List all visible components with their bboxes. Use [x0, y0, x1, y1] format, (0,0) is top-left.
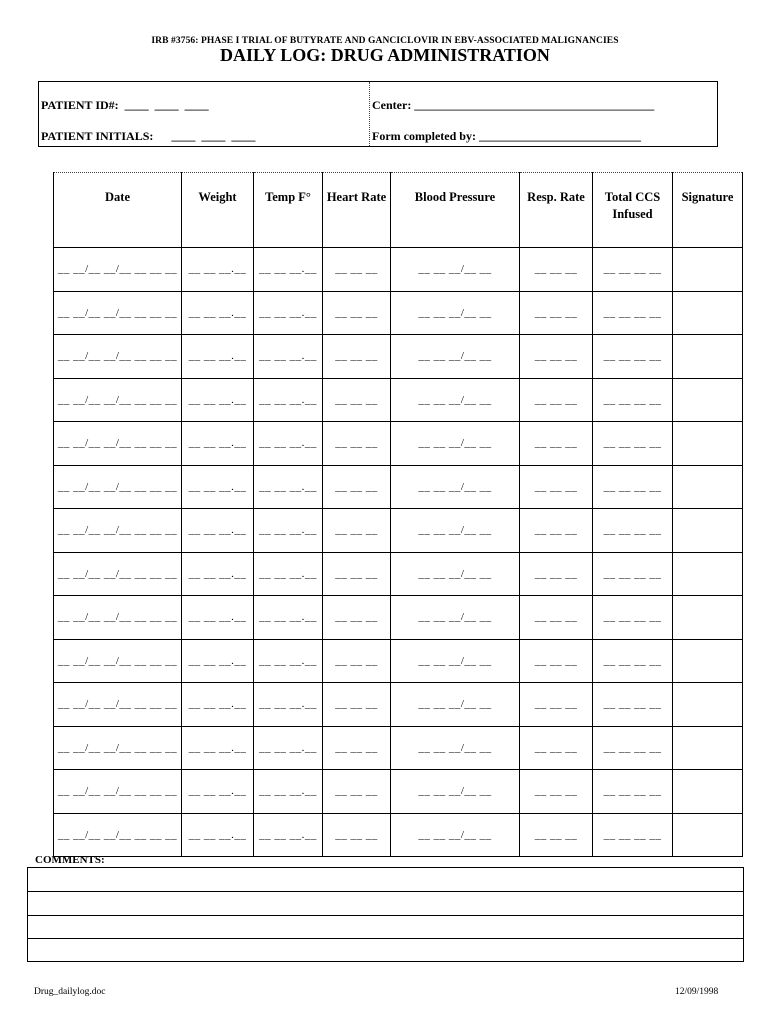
signature-cell[interactable] [673, 465, 743, 509]
signature-cell[interactable] [673, 509, 743, 553]
heart-rate-cell[interactable]: __ __ __ [323, 248, 391, 292]
heart-rate-cell[interactable]: __ __ __ [323, 378, 391, 422]
column-header-weight: Weight [182, 173, 254, 248]
total-ccs-cell[interactable]: __ __ __ __ [593, 596, 673, 640]
weight-cell[interactable]: __ __ __.__ [182, 726, 254, 770]
weight-cell[interactable]: __ __ __.__ [182, 248, 254, 292]
resp-rate-cell[interactable]: __ __ __ [520, 596, 593, 640]
table-row [54, 813, 743, 857]
column-header-temp: Temp F° [254, 173, 323, 248]
resp-rate-cell[interactable]: __ __ __ [520, 422, 593, 466]
temp-cell[interactable]: __ __ __.__ [254, 770, 323, 814]
blood-pressure-cell[interactable]: __ __ __/__ __ [391, 291, 520, 335]
heart-rate-cell[interactable]: __ __ __ [323, 509, 391, 553]
blood-pressure-cell[interactable]: __ __ __/__ __ [391, 813, 520, 857]
signature-cell[interactable] [673, 422, 743, 466]
total-ccs-cell[interactable]: __ __ __ __ [593, 639, 673, 683]
total-ccs-cell[interactable]: __ __ __ __ [593, 335, 673, 379]
patient-info-box [38, 81, 718, 147]
blood-pressure-cell[interactable]: __ __ __/__ __ [391, 335, 520, 379]
center-field[interactable]: Center: ________________________________________ [372, 98, 655, 112]
weight-cell[interactable]: __ __ __.__ [182, 813, 254, 857]
weight-cell[interactable]: __ __ __.__ [182, 552, 254, 596]
heart-rate-cell[interactable]: __ __ __ [323, 552, 391, 596]
blood-pressure-cell[interactable]: __ __ __/__ __ [391, 596, 520, 640]
temp-cell[interactable]: __ __ __.__ [254, 726, 323, 770]
comments-label: COMMENTS: [35, 854, 105, 866]
signature-cell[interactable] [673, 248, 743, 292]
blood-pressure-cell[interactable]: __ __ __/__ __ [391, 770, 520, 814]
weight-cell[interactable]: __ __ __.__ [182, 639, 254, 683]
heart-rate-cell[interactable]: __ __ __ [323, 422, 391, 466]
blood-pressure-cell[interactable]: __ __ __/__ __ [391, 378, 520, 422]
temp-cell[interactable]: __ __ __.__ [254, 596, 323, 640]
total-ccs-cell[interactable]: __ __ __ __ [593, 509, 673, 553]
table-row [54, 596, 743, 640]
resp-rate-cell[interactable]: __ __ __ [520, 552, 593, 596]
date-cell[interactable]: __ __/__ __/__ __ __ __ [54, 291, 182, 335]
total-ccs-cell[interactable]: __ __ __ __ [593, 683, 673, 727]
info-divider [369, 82, 370, 146]
weight-cell[interactable]: __ __ __.__ [182, 422, 254, 466]
column-header-total-ccs-infused: Total CCS Infused [593, 173, 673, 248]
signature-cell[interactable] [673, 813, 743, 857]
date-cell[interactable]: __ __/__ __/__ __ __ __ [54, 552, 182, 596]
heart-rate-cell[interactable]: __ __ __ [323, 726, 391, 770]
table-row [54, 335, 743, 379]
table-row [54, 770, 743, 814]
date-cell[interactable]: __ __/__ __/__ __ __ __ [54, 422, 182, 466]
blood-pressure-cell[interactable]: __ __ __/__ __ [391, 248, 520, 292]
resp-rate-cell[interactable]: __ __ __ [520, 465, 593, 509]
total-ccs-cell[interactable]: __ __ __ __ [593, 248, 673, 292]
table-row [54, 422, 743, 466]
comment-line [28, 915, 743, 916]
temp-cell[interactable]: __ __ __.__ [254, 639, 323, 683]
blood-pressure-cell[interactable]: __ __ __/__ __ [391, 465, 520, 509]
form-subtitle: IRB #3756: PHASE I TRIAL OF BUTYRATE AND GANCICLOVIR IN EBV-ASSOCIATED MALIGNANCIES [151, 36, 619, 46]
date-cell[interactable]: __ __/__ __/__ __ __ __ [54, 770, 182, 814]
resp-rate-cell[interactable]: __ __ __ [520, 378, 593, 422]
date-cell[interactable]: __ __/__ __/__ __ __ __ [54, 465, 182, 509]
temp-cell[interactable]: __ __ __.__ [254, 378, 323, 422]
temp-cell[interactable]: __ __ __.__ [254, 248, 323, 292]
resp-rate-cell[interactable]: __ __ __ [520, 248, 593, 292]
signature-cell[interactable] [673, 639, 743, 683]
table-row [54, 465, 743, 509]
signature-cell[interactable] [673, 726, 743, 770]
table-header-row [54, 173, 743, 248]
signature-cell[interactable] [673, 770, 743, 814]
weight-cell[interactable]: __ __ __.__ [182, 335, 254, 379]
heart-rate-cell[interactable]: __ __ __ [323, 770, 391, 814]
table-row [54, 683, 743, 727]
footer-date: 12/09/1998 [675, 987, 719, 997]
column-header-heart-rate: Heart Rate [323, 173, 391, 248]
signature-cell[interactable] [673, 596, 743, 640]
heart-rate-cell[interactable]: __ __ __ [323, 291, 391, 335]
form-completed-by-field[interactable]: Form completed by: ___________________________ [372, 129, 641, 143]
comments-box[interactable] [27, 867, 744, 962]
weight-cell[interactable]: __ __ __.__ [182, 465, 254, 509]
blood-pressure-cell[interactable]: __ __ __/__ __ [391, 509, 520, 553]
table-row [54, 552, 743, 596]
resp-rate-cell[interactable]: __ __ __ [520, 509, 593, 553]
resp-rate-cell[interactable]: __ __ __ [520, 726, 593, 770]
temp-cell[interactable]: __ __ __.__ [254, 552, 323, 596]
date-cell[interactable]: __ __/__ __/__ __ __ __ [54, 378, 182, 422]
patient-id-field[interactable]: PATIENT ID#: ____ ____ ____ [41, 98, 209, 112]
weight-cell[interactable]: __ __ __.__ [182, 596, 254, 640]
table-row [54, 726, 743, 770]
blood-pressure-cell[interactable]: __ __ __/__ __ [391, 726, 520, 770]
table-row [54, 291, 743, 335]
column-header-blood-pressure: Blood Pressure [391, 173, 520, 248]
temp-cell[interactable]: __ __ __.__ [254, 683, 323, 727]
date-cell[interactable]: __ __/__ __/__ __ __ __ [54, 509, 182, 553]
date-cell[interactable]: __ __/__ __/__ __ __ __ [54, 639, 182, 683]
footer-filename: Drug_dailylog.doc [34, 987, 106, 997]
heart-rate-cell[interactable]: __ __ __ [323, 639, 391, 683]
signature-cell[interactable] [673, 683, 743, 727]
signature-cell[interactable] [673, 335, 743, 379]
signature-cell[interactable] [673, 552, 743, 596]
signature-cell[interactable] [673, 291, 743, 335]
resp-rate-cell[interactable]: __ __ __ [520, 683, 593, 727]
blood-pressure-cell[interactable]: __ __ __/__ __ [391, 683, 520, 727]
patient-initials-field[interactable]: PATIENT INITIALS: ____ ____ ____ [41, 129, 256, 143]
date-cell[interactable]: __ __/__ __/__ __ __ __ [54, 596, 182, 640]
weight-cell[interactable]: __ __ __.__ [182, 770, 254, 814]
resp-rate-cell[interactable]: __ __ __ [520, 335, 593, 379]
weight-cell[interactable]: __ __ __.__ [182, 683, 254, 727]
date-cell[interactable]: __ __/__ __/__ __ __ __ [54, 683, 182, 727]
date-cell[interactable]: __ __/__ __/__ __ __ __ [54, 248, 182, 292]
heart-rate-cell[interactable]: __ __ __ [323, 813, 391, 857]
weight-cell[interactable]: __ __ __.__ [182, 509, 254, 553]
table-row [54, 378, 743, 422]
heart-rate-cell[interactable]: __ __ __ [323, 465, 391, 509]
temp-cell[interactable]: __ __ __.__ [254, 509, 323, 553]
total-ccs-cell[interactable]: __ __ __ __ [593, 726, 673, 770]
resp-rate-cell[interactable]: __ __ __ [520, 291, 593, 335]
log-table-body [54, 248, 743, 857]
temp-cell[interactable]: __ __ __.__ [254, 813, 323, 857]
table-row [54, 248, 743, 292]
table-row [54, 509, 743, 553]
temp-cell[interactable]: __ __ __.__ [254, 291, 323, 335]
blood-pressure-cell[interactable]: __ __ __/__ __ [391, 552, 520, 596]
total-ccs-cell[interactable]: __ __ __ __ [593, 770, 673, 814]
temp-cell[interactable]: __ __ __.__ [254, 335, 323, 379]
resp-rate-cell[interactable]: __ __ __ [520, 639, 593, 683]
total-ccs-cell[interactable]: __ __ __ __ [593, 813, 673, 857]
column-header-date: Date [54, 173, 182, 248]
heart-rate-cell[interactable]: __ __ __ [323, 335, 391, 379]
temp-cell[interactable]: __ __ __.__ [254, 422, 323, 466]
total-ccs-cell[interactable]: __ __ __ __ [593, 552, 673, 596]
resp-rate-cell[interactable]: __ __ __ [520, 813, 593, 857]
weight-cell[interactable]: __ __ __.__ [182, 378, 254, 422]
blood-pressure-cell[interactable]: __ __ __/__ __ [391, 639, 520, 683]
table-row [54, 639, 743, 683]
date-cell[interactable]: __ __/__ __/__ __ __ __ [54, 726, 182, 770]
heart-rate-cell[interactable]: __ __ __ [323, 683, 391, 727]
comment-line [28, 938, 743, 939]
total-ccs-cell[interactable]: __ __ __ __ [593, 465, 673, 509]
comment-line [28, 891, 743, 892]
total-ccs-cell[interactable]: __ __ __ __ [593, 291, 673, 335]
weight-cell[interactable]: __ __ __.__ [182, 291, 254, 335]
total-ccs-cell[interactable]: __ __ __ __ [593, 378, 673, 422]
temp-cell[interactable]: __ __ __.__ [254, 465, 323, 509]
form-title: DAILY LOG: DRUG ADMINISTRATION [220, 45, 550, 65]
total-ccs-cell[interactable]: __ __ __ __ [593, 422, 673, 466]
column-header-resp-rate: Resp. Rate [520, 173, 593, 248]
column-header-signature: Signature [673, 173, 743, 248]
date-cell[interactable]: __ __/__ __/__ __ __ __ [54, 813, 182, 857]
date-cell[interactable]: __ __/__ __/__ __ __ __ [54, 335, 182, 379]
drug-administration-log-table [53, 172, 743, 857]
signature-cell[interactable] [673, 378, 743, 422]
blood-pressure-cell[interactable]: __ __ __/__ __ [391, 422, 520, 466]
resp-rate-cell[interactable]: __ __ __ [520, 770, 593, 814]
heart-rate-cell[interactable]: __ __ __ [323, 596, 391, 640]
